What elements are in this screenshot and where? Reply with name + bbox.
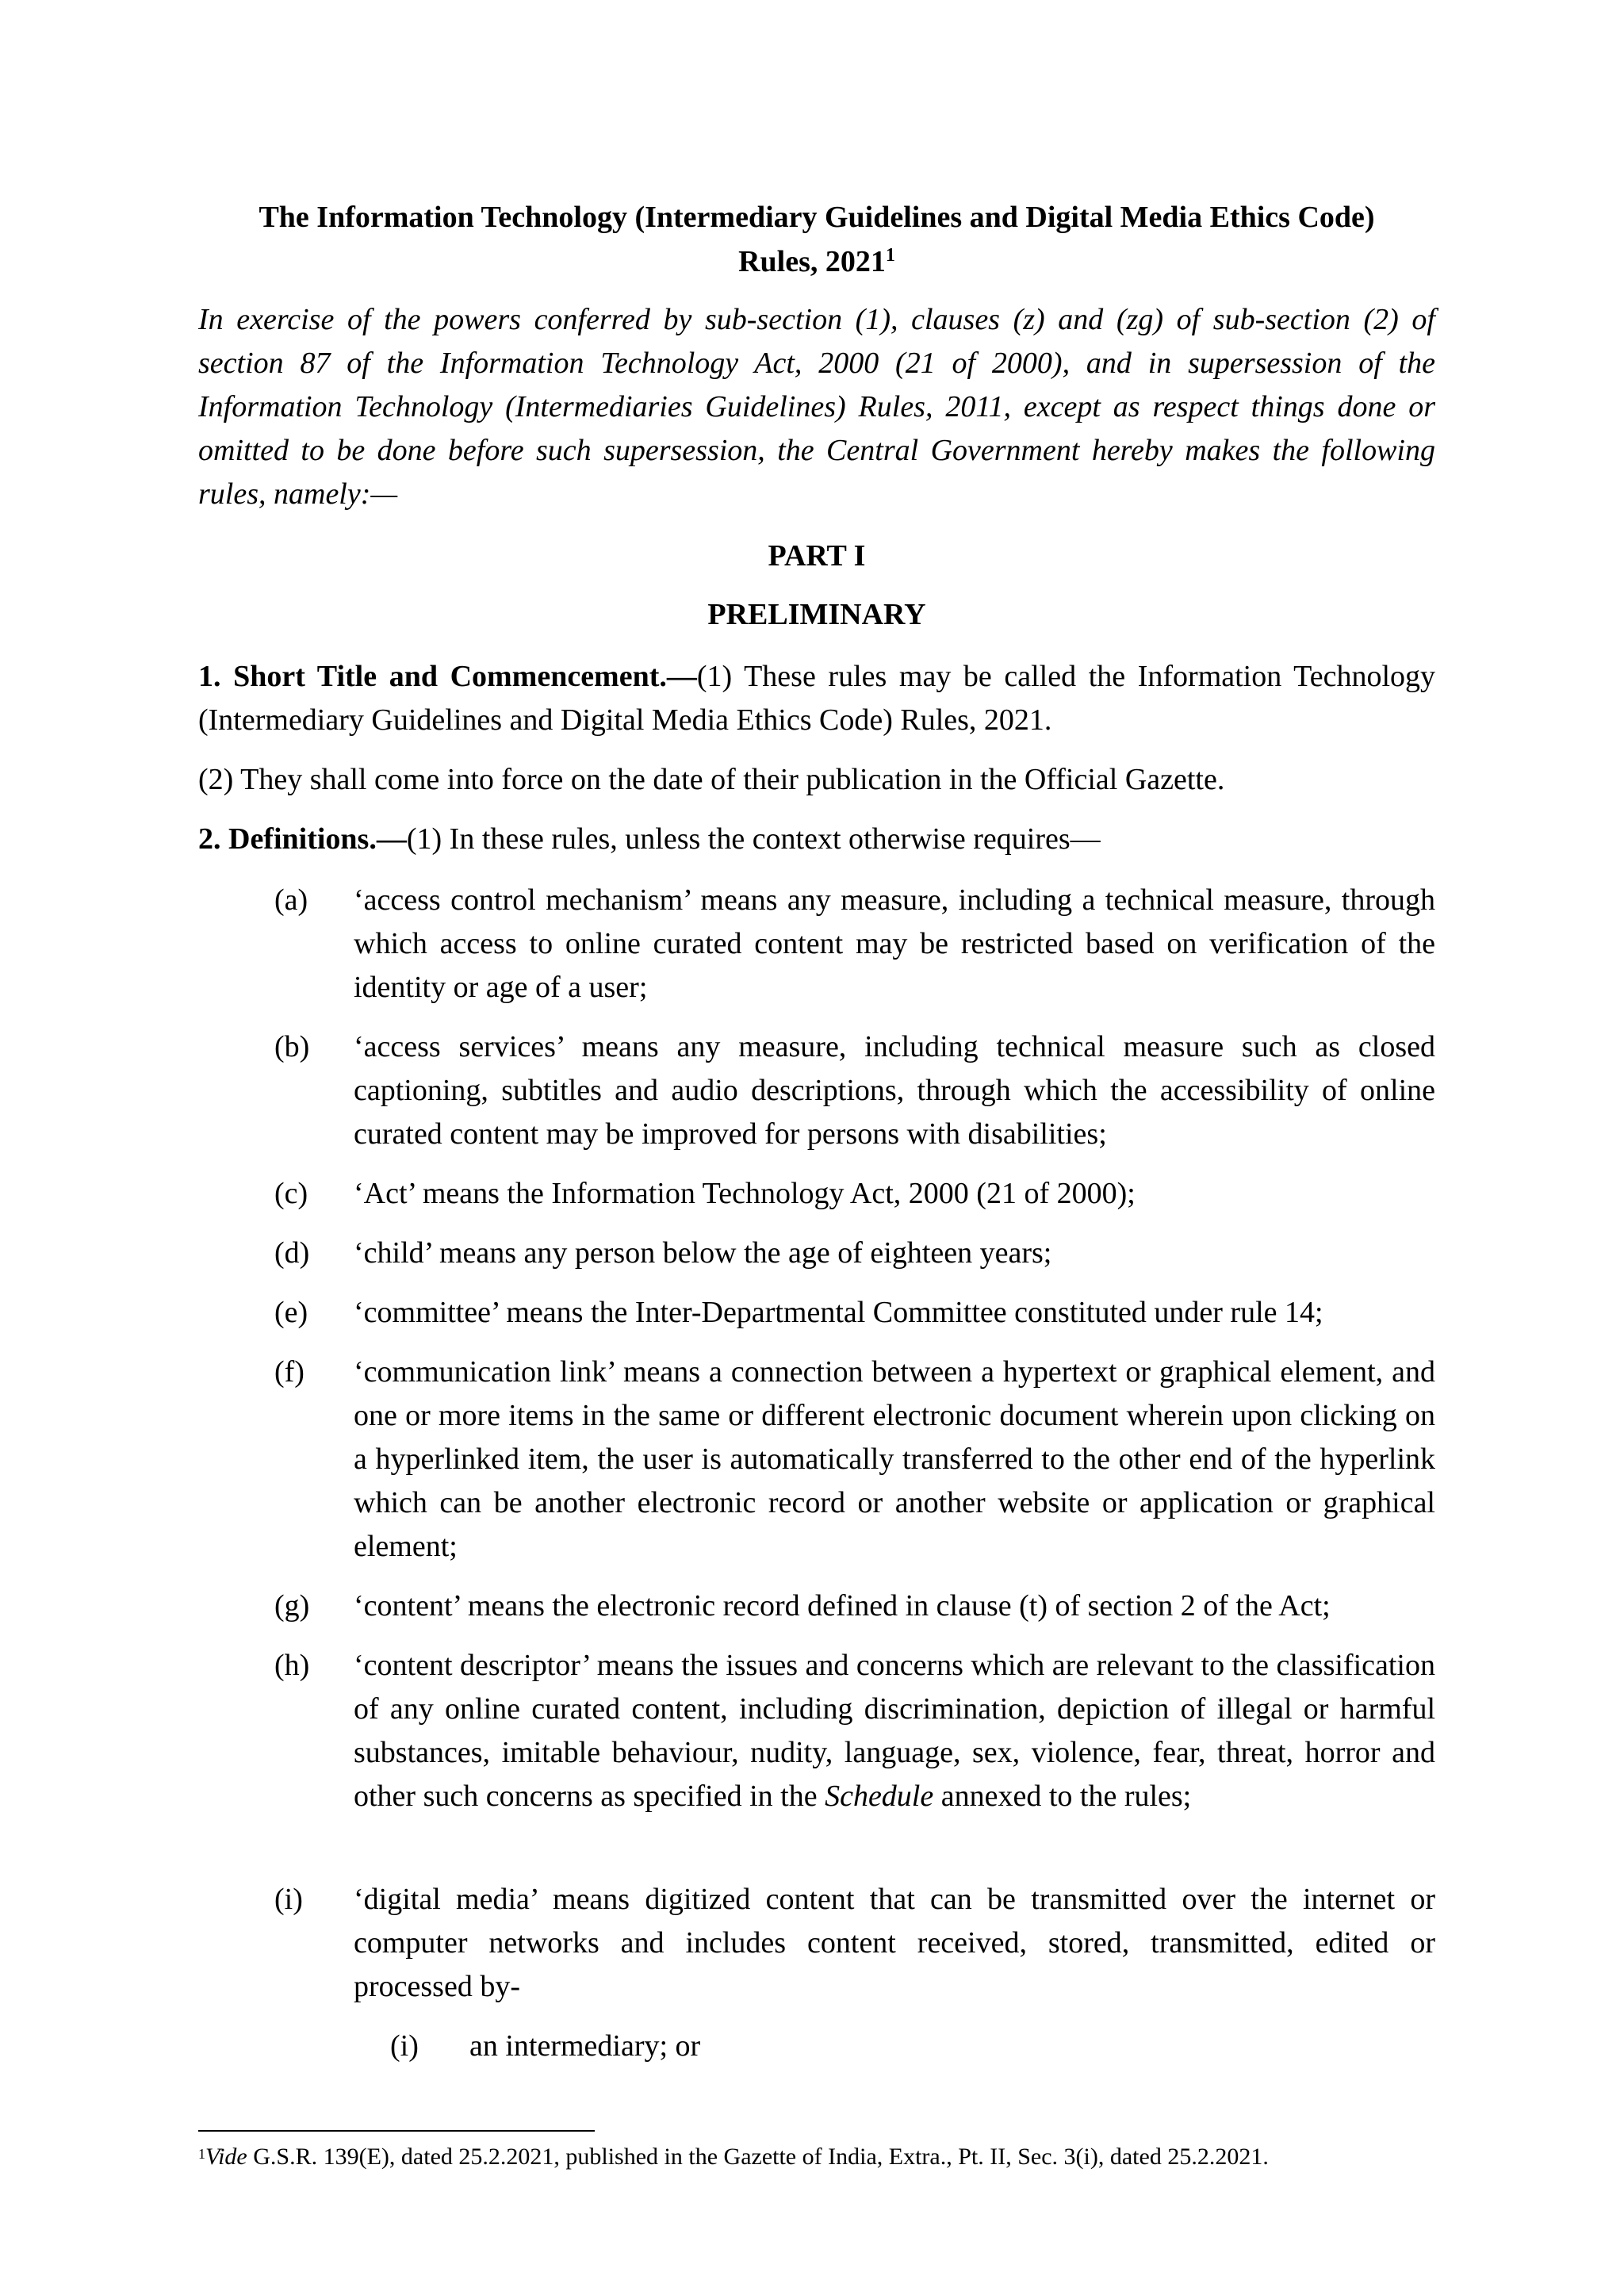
rule-2: [198, 818, 1435, 861]
title-line-2: [198, 239, 1435, 284]
sub-item-text: an intermediary; or: [469, 2029, 701, 2063]
schedule-reference: Schedule: [825, 1780, 934, 1813]
part-heading: PART I: [768, 539, 866, 573]
sub-item-label: (i): [390, 2029, 419, 2063]
part-subheading: PRELIMINARY: [707, 598, 926, 631]
definition-text: ‘Act’ means the Information Technology Act, 2000 (21 of 2000);: [354, 1177, 1136, 1210]
footnote-marker: 1: [198, 2146, 205, 2162]
title-footnote-marker[interactable]: 1: [885, 245, 895, 266]
definition-label: (b): [274, 1030, 310, 1063]
rule-1-text: (1) These rules may be called the Information Technology (Intermediary Guidelines and Digital Media Ethics Code) Rules, 2021.: [198, 660, 1435, 737]
document-title: [198, 195, 1435, 284]
footnote-separator: [198, 2130, 595, 2132]
definition-label: (i): [274, 1883, 303, 1916]
definition-label: (e): [274, 1296, 308, 1329]
definition-label: (f): [274, 1355, 304, 1389]
definition-label: (h): [274, 1649, 310, 1682]
definition-label: (a): [274, 883, 308, 917]
rule-2-text: (1) In these rules, unless the context otherwise requires—: [406, 822, 1101, 856]
definition-text-part: annexed to the rules;: [933, 1780, 1192, 1813]
definition-label: (c): [274, 1177, 308, 1210]
definition-label: (d): [274, 1236, 310, 1270]
definition-text: ‘access services’ means any measure, including technical measure such as closed captioning, subtitles and audio descriptions, through which the accessibility of online curated content may be improved for persons with disabilities;: [354, 1030, 1435, 1151]
footnote-text: G.S.R. 139(E), dated 25.2.2021, published in the Gazette of India, Extra., Pt. II, Sec. 3(i), dated 25.2.2021.: [247, 2144, 1269, 2170]
rule-1-subclause-2: (2) They shall come into force on the date of their publication in the Official Gazette.: [198, 763, 1225, 796]
definition-text: ‘content’ means the electronic record defined in clause (t) of section 2 of the Act;: [354, 1589, 1331, 1623]
definition-text-part: ‘content descriptor’ means the issues and concerns which are relevant to the classification of any online curated content, including discrimination, depiction of illegal or harmful substances, imitable behaviour, nudity, language, sex, violence, fear, threat, horror and other such concerns as specified in the: [354, 1649, 1435, 1813]
definition-text: ‘access control mechanism’ means any measure, including a technical measure, through which access to online curated content may be restricted based on verification of the identity or age of a user;: [354, 883, 1435, 1004]
definition-label: (g): [274, 1589, 310, 1623]
rule-2-heading: 2. Definitions.—: [198, 822, 407, 856]
definition-text: ‘committee’ means the Inter-Departmental Committee constituted under rule 14;: [354, 1296, 1323, 1329]
definition-text: ‘child’ means any person below the age of eighteen years;: [354, 1236, 1052, 1270]
preamble: In exercise of the powers conferred by sub-section (1), clauses (z) and (zg) of sub-section (2) of section 87 of the Information Technology Act, 2000 (21 of 2000), and in supersession of the Information Technology (Intermediaries Guidelines) Rules, 2011, except as respect things done or omitted to be done before such supersession, the Central Government hereby makes the following rules, namely:—: [198, 303, 1435, 511]
definition-text: ‘communication link’ means a connection between a hypertext or graphical element, and one or more items in the same or different electronic document wherein upon clicking on a hyperlinked item, the user is automatically transferred to the other end of the hyperlink which can be another electronic record or another website or application or graphical element;: [354, 1355, 1435, 1563]
title-line-2-text: Rules, 2021: [738, 245, 886, 278]
definition-text: ‘digital media’ means digitized content that can be transmitted over the internet or computer networks and includes content received, stored, transmitted, edited or processed by-: [354, 1883, 1435, 2003]
title-line-1: The Information Technology (Intermediary Guidelines and Digital Media Ethics Code): [259, 201, 1375, 234]
rule-1-heading: 1. Short Title and Commencement.—: [198, 660, 697, 693]
definition-text: [354, 1644, 1435, 1818]
footnote-vide: Vide: [205, 2144, 247, 2170]
rule-1: [198, 655, 1435, 742]
footnote: [198, 2141, 1435, 2173]
